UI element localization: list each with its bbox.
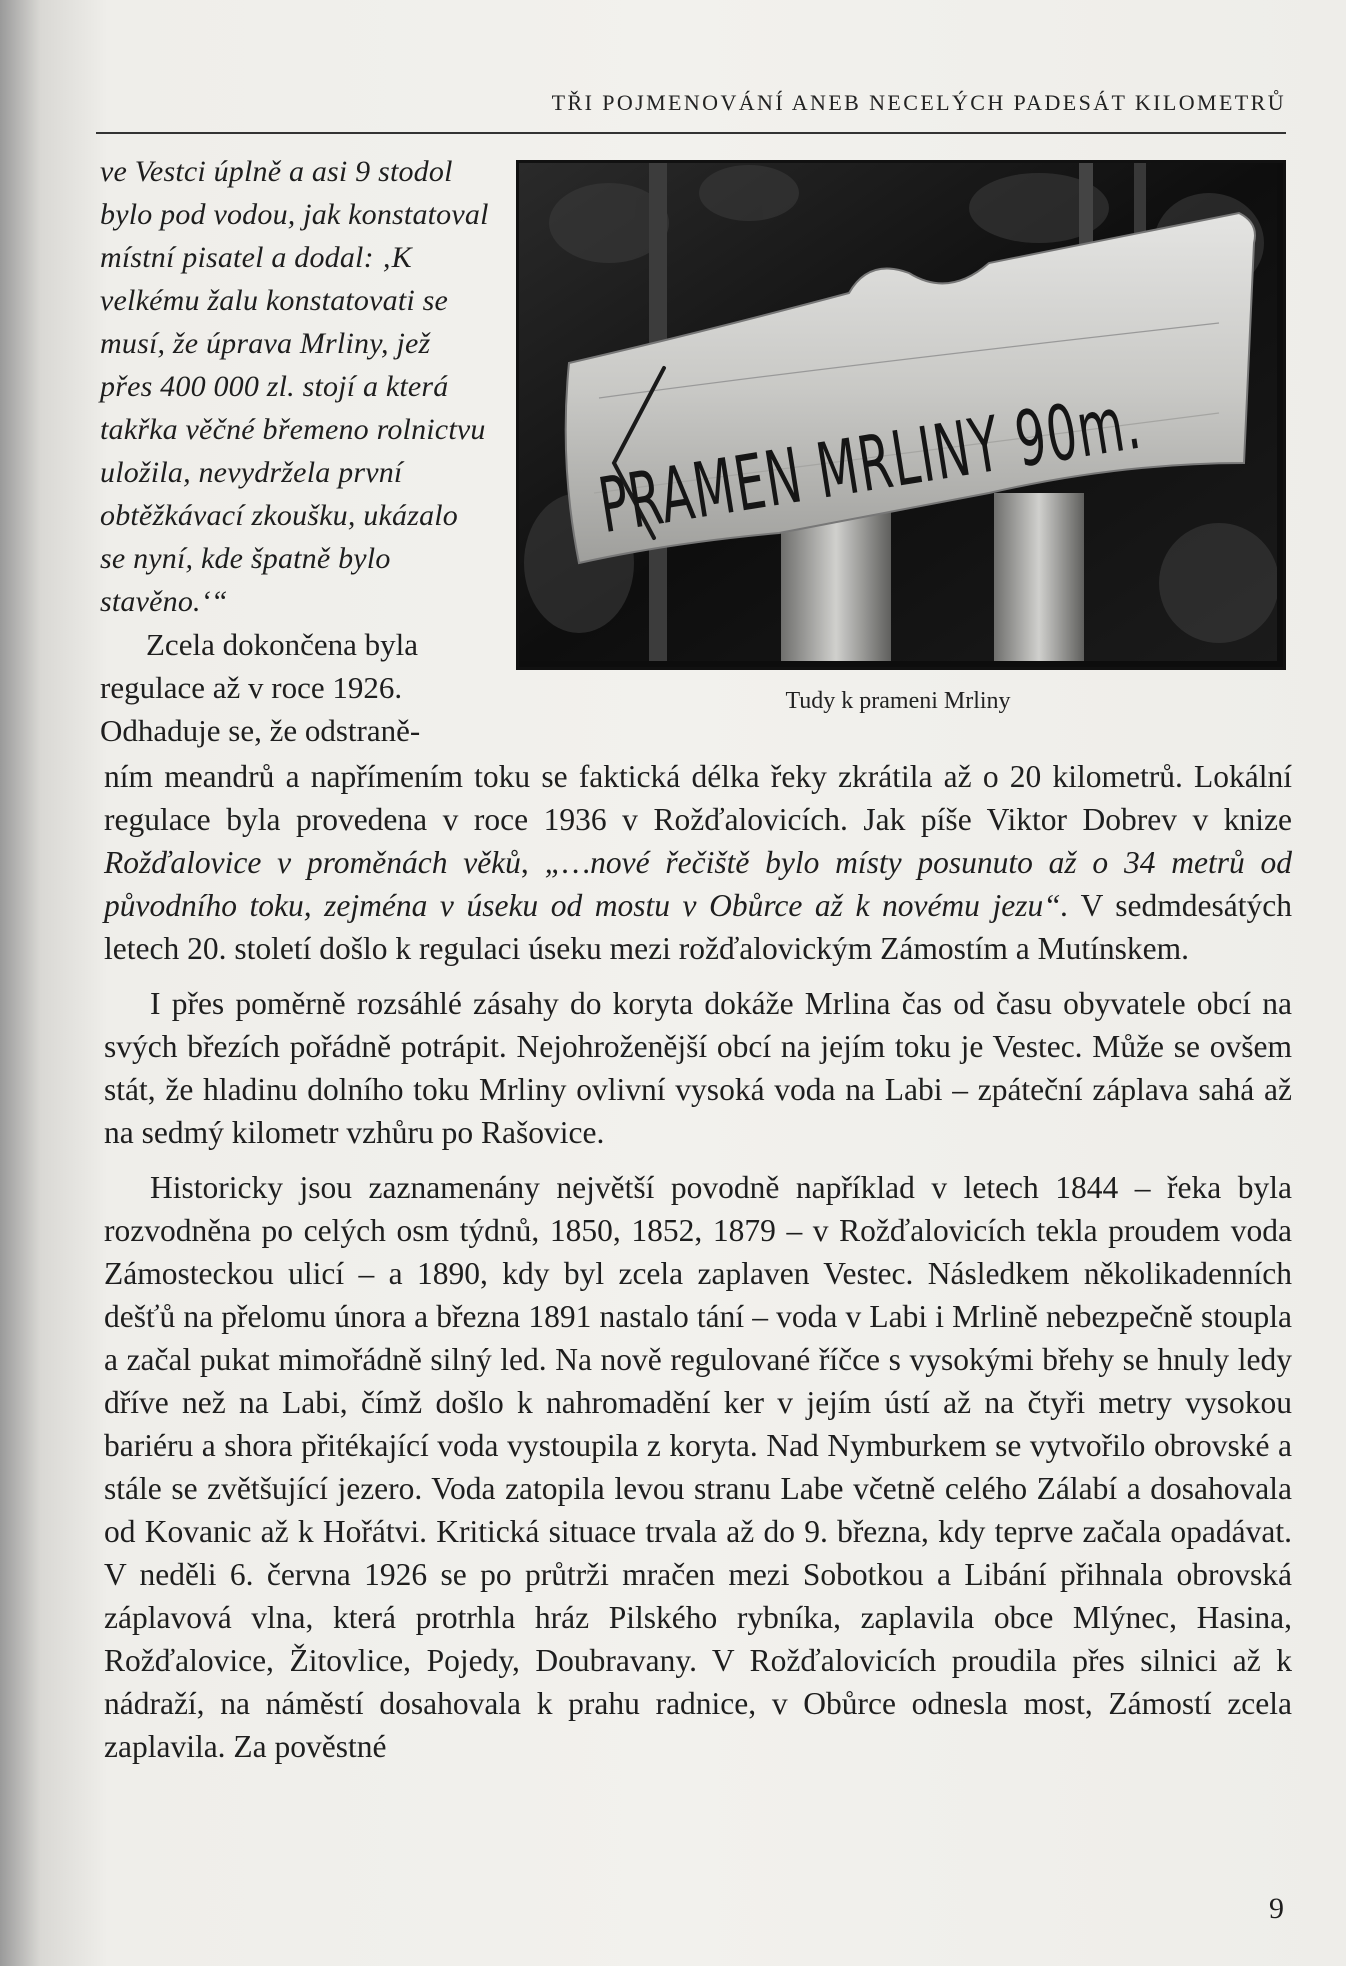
left-column — [100, 150, 490, 752]
sign-photo — [516, 160, 1286, 670]
running-header: TŘI POJMENOVÁNÍ ANEB NECELÝCH PADESÁT KILOMETRŮ — [551, 90, 1286, 115]
paragraph-1-part-a: ním meandrů a napřímením toku se faktická délka řeky zkrátila až o 20 kilometrů. Lokální regulace byla provedena v roce 1936 v Rožďalovicích. Jak píše Viktor Dobrev v knize — [104, 759, 1292, 837]
main-text — [104, 755, 1292, 1768]
column-paragraph: Zcela dokončena byla regulace až v roce 1926. Odhaduje se, že odstraně- — [100, 627, 421, 748]
page-number: 9 — [1269, 1892, 1284, 1925]
paragraph-1-part-b: , — [520, 845, 545, 880]
quoted-report: ve Vestci úplně a asi 9 stodol bylo pod vodou, jak konstatoval místní pisatel a dodal: ‚K velkému žalu konstatovati se musí, že úprava Mrliny, jež přes 400 000 zl. stojí a která takřka věčné břemeno rolnictvu uložila, nevydržela první obtěžkávací zkoušku, ukázalo se nyní, kde špatně bylo stavěno.‘“ — [100, 155, 489, 618]
paragraph-3: Historicky jsou zaznamenány největší povodně například v letech 1844 – řeka byla rozvodněna po celých osm týdnů, 1850, 1852, 1879 – v Rožďalovicích tekla proudem voda Zámosteckou ulicí – a 1890, kdy byl zcela zaplaven Vestec. Následkem několikadenních dešťů na přelomu února a března 1891 nastalo tání – voda v Labi i Mrlině nebezpečně stoupla a začal pukat mimořádně silný led. Na nově regulované říčce s vysokými břehy se hnuly ledy dříve než na Labi, čímž došlo k nahromadění ker v jejím ústí až na čtyři metry vysokou bariéru a shora přitékající voda vystoupila z koryta. Nad Nymburkem se vytvořilo obrovské a stále se zvětšující jezero. Voda zatopila levou stranu Labe včetně celého Zálabí a dosahovala od Kovanic až k Hořátvi. Kritická situace trvala až do 9. března, kdy teprve začala opadávat. V neděli 6. června 1926 se po průtrži mračen mezi Sobotkou a Libání přihnala obrovská záplavová vlna, která protrhla hráz Pilského rybníka, zaplavila obce Mlýnec, Hasina, Rožďalovice, Žitovlice, Pojedy, Doubravany. V Rožďalovicích proudila přes silnici až k nádraží, na náměstí dosahovala k prahu radnice, v Obůrce odnesla most, Zámostí zcela zaplavila. Za pověstné — [104, 1170, 1292, 1764]
photo-caption: Tudy k prameni Mrliny — [785, 688, 1011, 714]
paragraph-2: I přes poměrně rozsáhlé zásahy do koryta dokáže Mrlina čas od času obyvatele obcí na svých březích pořádně potrápit. Nejohroženější obcí na jejím toku je Vestec. Může se ovšem stát, že hladinu dolního toku Mrliny ovlivní vysoká voda na Labi – zpáteční záplava sahá až na sedmý kilometr vzhůru po Rašovice. — [104, 986, 1292, 1150]
paragraph-1 — [104, 755, 1292, 970]
book-title: Rožďalovice v proměnách věků — [104, 845, 521, 880]
sign-photo-graphic — [519, 163, 1277, 661]
book-quote: „…nové řečiště bylo místy posunuto až o 34 metrů od původního toku, zejména v úseku od mostu v Obůrce až k novému jezu“. — [104, 845, 1293, 923]
sign-lettering: PRAMEN MRLINY 90m. — [592, 376, 1146, 551]
paragraph-1-part-c: V sedmdesátých letech 20. století došlo k regulaci úseku mezi rožďalovickým Zámostím a Mutínskem. — [104, 888, 1292, 966]
header-rule — [96, 132, 1286, 134]
